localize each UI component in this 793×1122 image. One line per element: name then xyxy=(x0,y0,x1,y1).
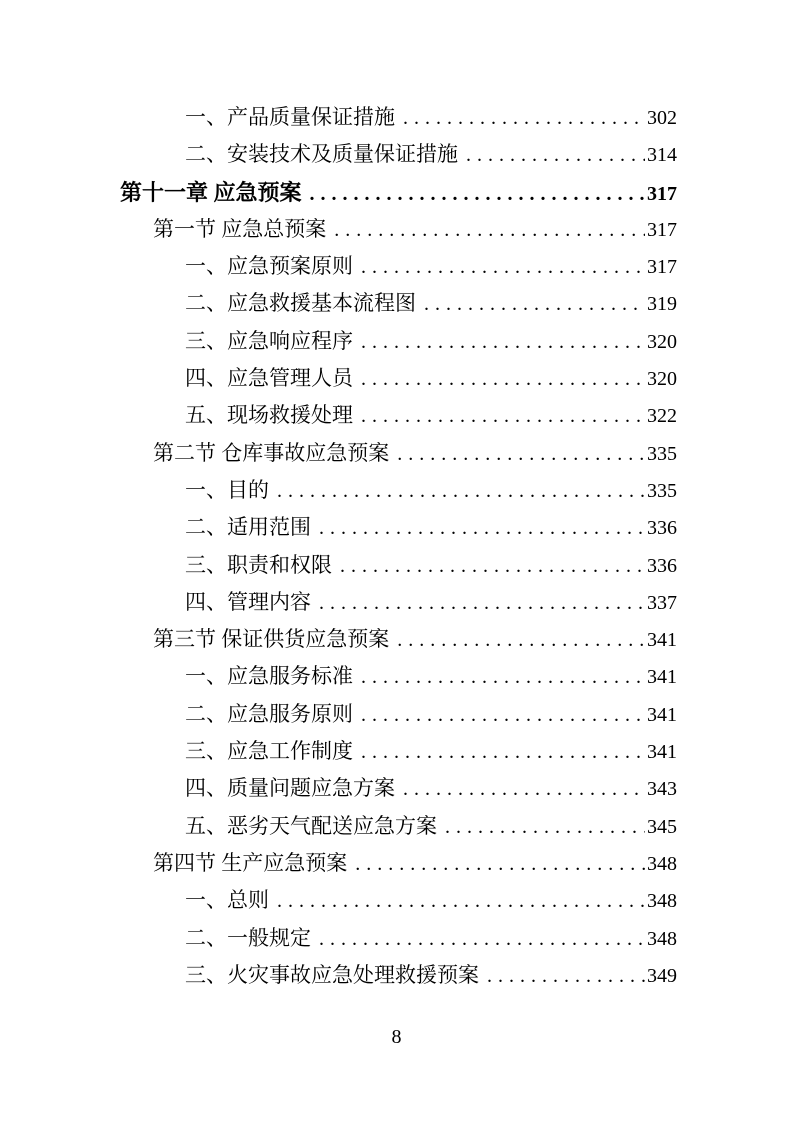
toc-entry xyxy=(120,920,677,957)
toc-entry xyxy=(120,472,677,509)
toc-entry xyxy=(120,174,677,211)
toc-entry-label: 第二节 仓库事故应急预案 xyxy=(153,440,390,465)
dot-leader xyxy=(319,510,645,547)
dot-leader xyxy=(361,249,645,286)
toc-entry xyxy=(120,136,677,173)
toc-entry xyxy=(120,360,677,397)
toc-entry-page-number: 337 xyxy=(647,591,677,614)
toc-entry-page-number: 341 xyxy=(647,703,677,726)
page-number: 8 xyxy=(391,1026,402,1048)
toc-entry-label: 第四节 生产应急预案 xyxy=(153,850,348,875)
toc-entry-label: 二、一般规定 xyxy=(185,925,311,950)
toc-entry-page-number: 317 xyxy=(647,256,677,279)
toc-entry-label: 第一节 应急总预案 xyxy=(153,216,327,241)
toc-entry-label: 一、产品质量保证措施 xyxy=(185,105,395,129)
toc-entry-page-number: 336 xyxy=(647,517,677,540)
toc-entry-page-number: 341 xyxy=(647,741,677,764)
toc-list xyxy=(120,99,677,994)
toc-entry xyxy=(120,584,677,621)
dot-leader xyxy=(403,771,645,808)
dot-leader xyxy=(355,846,645,883)
toc-entry-page-number: 345 xyxy=(647,815,677,838)
toc-entry-page-number: 319 xyxy=(647,293,677,316)
toc-entry-label: 二、应急服务原则 xyxy=(185,701,353,726)
toc-entry-label: 二、安装技术及质量保证措施 xyxy=(185,142,458,167)
toc-entry-label: 一、目的 xyxy=(185,477,269,502)
dot-leader xyxy=(361,697,645,734)
toc-entry-page-number: 302 xyxy=(647,107,677,129)
toc-entry-page-number: 343 xyxy=(647,778,677,801)
toc-entry-page-number: 320 xyxy=(647,368,677,391)
dot-leader xyxy=(310,176,645,213)
toc-entry-page-number: 336 xyxy=(647,554,677,577)
dot-leader xyxy=(334,212,645,249)
toc-entry xyxy=(120,845,677,882)
dot-leader xyxy=(403,100,645,137)
toc-entry xyxy=(120,285,677,322)
toc-entry xyxy=(120,808,677,845)
toc-entry xyxy=(120,248,677,285)
dot-leader xyxy=(340,548,645,585)
dot-leader xyxy=(319,921,645,958)
dot-leader xyxy=(361,361,645,398)
toc-entry xyxy=(120,99,677,136)
toc-entry-label: 四、管理内容 xyxy=(185,589,311,614)
toc-entry-label: 一、总则 xyxy=(185,888,269,913)
dot-leader xyxy=(361,734,645,771)
toc-entry-page-number: 317 xyxy=(647,218,677,241)
toc-entry-page-number: 322 xyxy=(647,405,677,428)
toc-entry xyxy=(120,882,677,919)
toc-entry xyxy=(120,509,677,546)
toc-entry xyxy=(120,397,677,434)
dot-leader xyxy=(361,659,645,696)
toc-entry-page-number: 335 xyxy=(647,442,677,465)
toc-entry xyxy=(120,658,677,695)
toc-entry-label: 三、应急响应程序 xyxy=(185,328,353,353)
toc-entry-page-number: 314 xyxy=(647,144,677,167)
dot-leader xyxy=(319,585,645,622)
dot-leader xyxy=(424,286,645,323)
toc-entry-label: 四、应急管理人员 xyxy=(185,366,353,391)
toc-entry xyxy=(120,733,677,770)
toc-entry-label: 一、应急服务标准 xyxy=(185,664,353,689)
toc-entry-label: 第十一章 应急预案 xyxy=(120,179,302,205)
dot-leader xyxy=(445,809,645,846)
dot-leader xyxy=(487,958,645,995)
toc-entry-label: 三、职责和权限 xyxy=(185,552,332,577)
toc-entry-label: 三、火灾事故应急处理救援预案 xyxy=(185,962,479,987)
toc-entry-page-number: 348 xyxy=(647,927,677,950)
dot-leader xyxy=(397,622,645,659)
dot-leader xyxy=(466,137,645,174)
toc-entry-page-number: 341 xyxy=(647,629,677,652)
toc-entry xyxy=(120,696,677,733)
page-number-footer xyxy=(0,1026,793,1049)
toc-entry-label: 一、应急预案原则 xyxy=(185,254,353,279)
toc-entry-label: 三、应急工作制度 xyxy=(185,739,353,764)
toc-entry-page-number: 320 xyxy=(647,330,677,353)
toc-entry-label: 二、适用范围 xyxy=(185,515,311,540)
toc-entry xyxy=(120,621,677,658)
toc-entry-label: 第三节 保证供货应急预案 xyxy=(153,627,390,652)
dot-leader xyxy=(361,324,645,361)
dot-leader xyxy=(361,398,645,435)
dot-leader xyxy=(277,883,645,920)
dot-leader xyxy=(397,436,645,473)
toc-entry xyxy=(120,957,677,994)
toc-entry xyxy=(120,770,677,807)
toc-entry xyxy=(120,211,677,248)
toc-entry-label: 二、应急救援基本流程图 xyxy=(185,291,416,316)
dot-leader xyxy=(277,473,645,510)
toc-entry xyxy=(120,323,677,360)
toc-entry-page-number: 341 xyxy=(647,666,677,689)
toc-entry-label: 五、现场救援处理 xyxy=(185,403,353,428)
toc-entry-page-number: 349 xyxy=(647,964,677,987)
toc-entry-page-number: 317 xyxy=(647,182,677,205)
toc-entry-page-number: 348 xyxy=(647,852,677,875)
toc-entry-label: 五、恶劣天气配送应急方案 xyxy=(185,813,437,838)
toc-entry-page-number: 335 xyxy=(647,479,677,502)
toc-entry xyxy=(120,435,677,472)
toc-entry xyxy=(120,547,677,584)
toc-entry-label: 四、质量问题应急方案 xyxy=(185,776,395,801)
toc-entry-page-number: 348 xyxy=(647,890,677,913)
